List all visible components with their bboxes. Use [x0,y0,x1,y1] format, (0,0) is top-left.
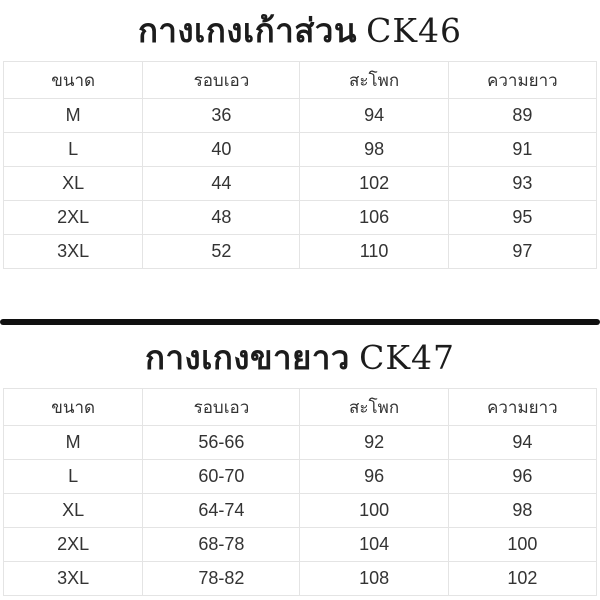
table-row [4,201,597,235]
section-ck46 [0,0,600,269]
header-cell: ความยาว [448,62,596,99]
table-row [4,528,597,562]
header-cell: รอบเอว [143,389,300,426]
table-cell: 96 [300,460,448,494]
table-cell: 98 [300,133,448,167]
table-cell: XL [4,167,143,201]
product-name-ck46: กางเกงเก้าส่วน [137,14,357,50]
table-row [4,99,597,133]
table-row [4,133,597,167]
product-code-ck46: CK46 [366,11,463,50]
table-cell: 91 [448,133,596,167]
table-cell: 93 [448,167,596,201]
table-cell: 98 [448,494,596,528]
table-cell: 3XL [4,562,143,596]
table-cell: 78-82 [143,562,300,596]
table-cell: 110 [300,235,448,269]
table-cell: 89 [448,99,596,133]
table-cell: 108 [300,562,448,596]
header-cell: ความยาว [448,389,596,426]
header-cell: ขนาด [4,62,143,99]
table-header-row [4,389,597,426]
table-row [4,562,597,596]
table-cell: 106 [300,201,448,235]
product-name-ck47: กางเกงขายาว [144,341,350,377]
table-cell: 60-70 [143,460,300,494]
table-cell: 96 [448,460,596,494]
header-cell: สะโพก [300,389,448,426]
size-table-ck46 [3,61,597,269]
table-cell: 102 [300,167,448,201]
header-cell: ขนาด [4,389,143,426]
table-cell: M [4,99,143,133]
table-cell: 92 [300,426,448,460]
table-cell: 97 [448,235,596,269]
chart-title-ck46 [0,0,600,61]
chart-title-ck47 [0,325,600,388]
table-cell: 95 [448,201,596,235]
table-cell: 2XL [4,201,143,235]
table-row [4,460,597,494]
table-cell: 100 [300,494,448,528]
table-cell: 36 [143,99,300,133]
table-row [4,426,597,460]
table-header-row [4,62,597,99]
size-table-ck47 [3,388,597,596]
table-cell: 48 [143,201,300,235]
table-cell: 64-74 [143,494,300,528]
table-row [4,167,597,201]
table-cell: 68-78 [143,528,300,562]
table-cell: 2XL [4,528,143,562]
table-cell: 3XL [4,235,143,269]
table-cell: M [4,426,143,460]
table-cell: 44 [143,167,300,201]
product-code-ck47: CK47 [359,338,456,377]
header-cell: รอบเอว [143,62,300,99]
table-cell: 94 [448,426,596,460]
table-cell: L [4,133,143,167]
section-ck47 [0,325,600,596]
table-cell: 94 [300,99,448,133]
table-row [4,235,597,269]
table-cell: L [4,460,143,494]
table-cell: 56-66 [143,426,300,460]
table-cell: XL [4,494,143,528]
table-cell: 100 [448,528,596,562]
table-cell: 52 [143,235,300,269]
header-cell: สะโพก [300,62,448,99]
table-cell: 104 [300,528,448,562]
table-cell: 40 [143,133,300,167]
table-row [4,494,597,528]
table-cell: 102 [448,562,596,596]
